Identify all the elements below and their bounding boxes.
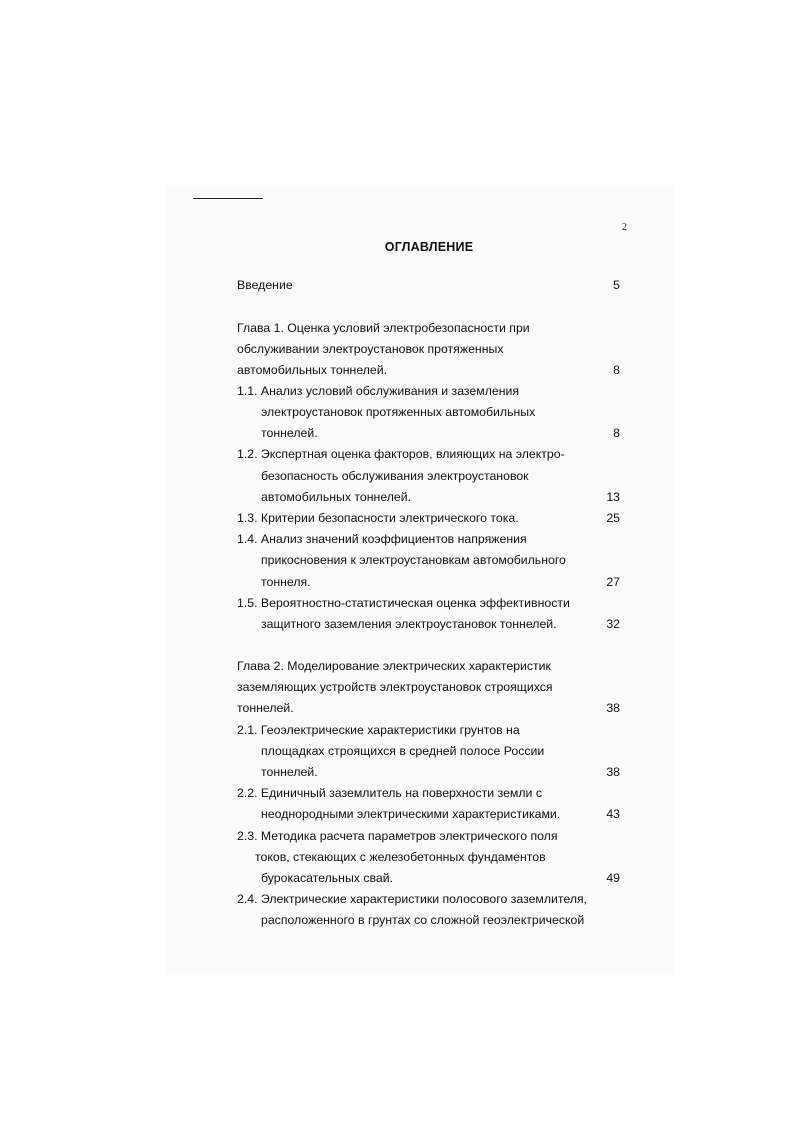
toc-line: безопасность обслуживания электроустановок [261,469,529,483]
toc-page: 25 [606,511,620,525]
toc-line: 2.3. Методика расчета параметров электрического поля [237,829,558,843]
toc-page: 38 [606,765,620,779]
toc-line: 2.1. Геоэлектрические характеристики грунтов на [237,723,520,737]
toc-title: ОГЛАВЛЕНИЕ [384,240,474,254]
toc-page: 8 [613,426,620,440]
toc-line: 1.3. Критерии безопасности электрического тока. [237,511,519,525]
toc-line: тоннелей. [237,701,294,715]
toc-line: 1.1. Анализ условий обслуживания и заземления [237,384,520,398]
toc-line: Введение [237,278,293,292]
toc-line: Глава 2. Моделирование электрических характеристик [237,659,551,673]
top-rule [193,198,263,199]
toc-line: 1.2. Экспертная оценка факторов, влияющих на электро- [237,447,565,461]
toc-line: тоннелей. [261,426,318,440]
toc-page: 5 [613,278,620,292]
toc-line: 1.4. Анализ значений коэффициентов напряжения [237,532,527,546]
toc-line: тоннеля. [261,575,311,589]
toc-line: Глава 1. Оценка условий электробезопасности при [237,321,530,335]
toc-line: электроустановок протяженных автомобильных [261,405,536,419]
toc-line: 2.4. Электрические характеристики полосового заземлителя, [237,892,588,906]
toc-line: токов, стекающих с железобетонных фундаментов [255,850,546,864]
toc-page: 27 [606,575,620,589]
toc-line: площадках строящихся в средней полосе России [261,744,545,758]
toc-line: автомобильных тоннелей. [237,363,388,377]
toc-page: 49 [606,871,620,885]
toc-page: 43 [606,807,620,821]
toc-line: заземляющих устройств электроустановок строящихся [237,680,553,694]
toc-line: расположенного в грунтах со сложной геоэлектрической [261,913,585,927]
toc-line: 2.2. Единичный заземлитель на поверхности земли с [237,786,542,800]
toc-line: 1.5. Вероятностно-статистическая оценка эффективности [237,596,570,610]
toc-page: 8 [613,363,620,377]
toc-line: автомобильных тоннелей. [261,490,412,504]
toc-line: прикосновения к электроустановкам автомобильного [261,553,566,567]
toc-line: бурокасательных свай. [261,871,394,885]
page-number: 2 [622,222,627,233]
toc-page: 38 [606,701,620,715]
toc-page: 32 [606,617,620,631]
toc-line: тоннелей. [261,765,318,779]
toc-page: 13 [606,490,620,504]
toc-line: защитного заземления электроустановок тоннелей. [261,617,557,631]
toc-line: обслуживании электроустановок протяженных [237,342,504,356]
toc-line: неоднородными электрическими характеристиками. [261,807,561,821]
